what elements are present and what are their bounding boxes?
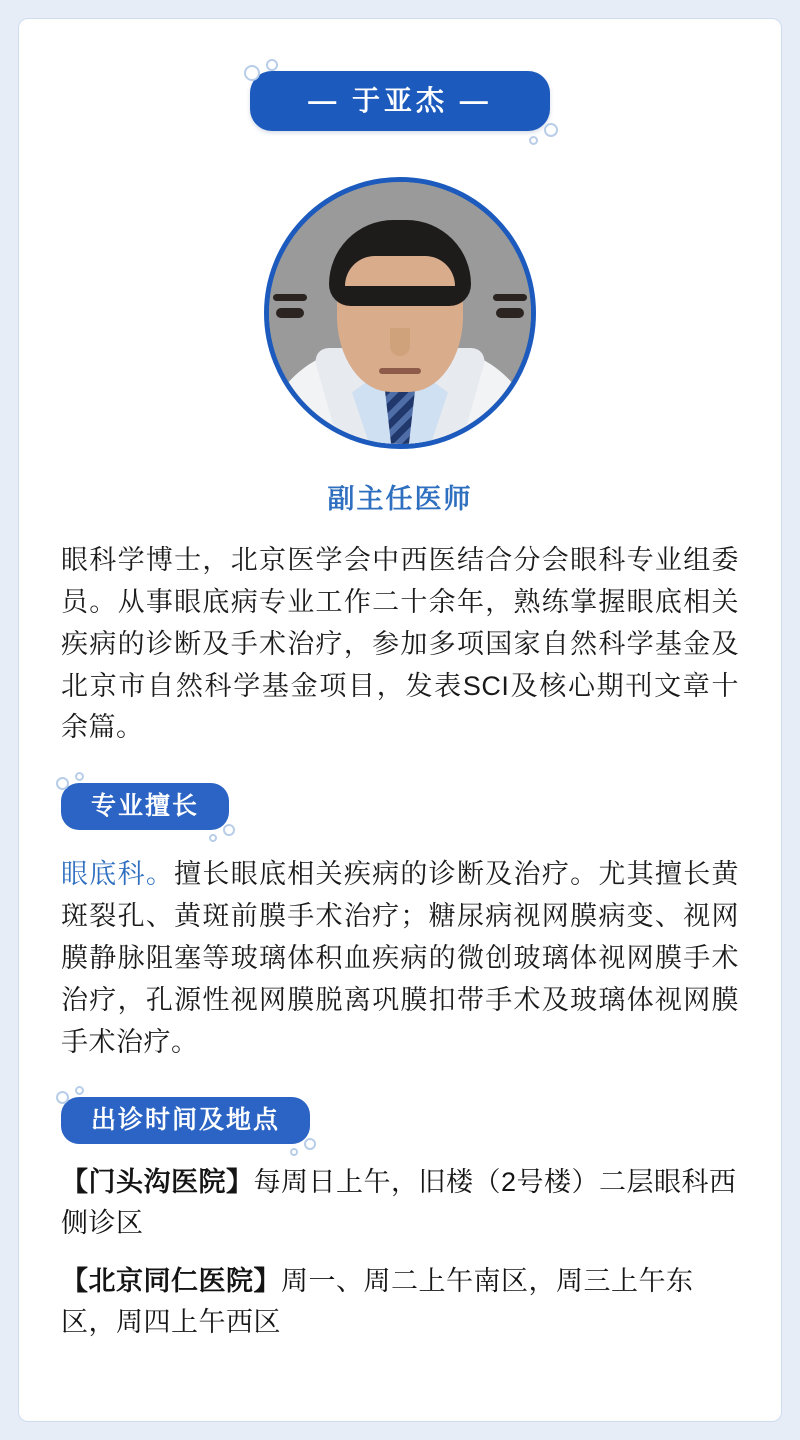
decorative-dot-icon — [223, 824, 235, 836]
portrait-nose — [390, 328, 410, 356]
section-header-schedule — [61, 1097, 310, 1144]
decorative-dot-icon — [266, 59, 278, 71]
decorative-dot-icon — [544, 123, 558, 137]
decorative-dot-icon — [290, 1148, 298, 1156]
schedule-entry — [61, 1261, 739, 1342]
decorative-dot-icon — [529, 136, 538, 145]
schedule-detail: 周一、周二上午南区，周三上午东区，周四上午西区 — [61, 1266, 694, 1337]
doctor-name: — 于亚杰 — — [308, 85, 492, 116]
portrait-mouth — [379, 368, 421, 374]
decorative-dot-icon — [304, 1138, 316, 1150]
decorative-dot-icon — [56, 777, 69, 790]
specialty-highlight: 眼底科。 — [61, 859, 175, 890]
schedule-place: 【门头沟医院】 — [61, 1167, 254, 1198]
portrait-brow-right — [273, 294, 307, 301]
portrait-eye-left — [496, 308, 524, 318]
decorative-dot-icon — [244, 65, 260, 81]
schedule-entry — [61, 1162, 739, 1243]
doctor-name-banner — [250, 71, 550, 131]
doctor-profile-card — [18, 18, 782, 1422]
specialty-text: 擅长眼底相关疾病的诊断及治疗。尤其擅长黄斑裂孔、黄斑前膜手术治疗；糖尿病视网膜病变、视网膜静脉阻塞等玻璃体积血疾病的微创玻璃体视网膜手术治疗，孔源性视网膜脱离巩膜扣带手术及玻璃体视网膜手术治疗。 — [61, 859, 740, 1057]
decorative-dot-icon — [75, 1086, 84, 1095]
name-banner-container — [61, 71, 739, 131]
decorative-dot-icon — [209, 834, 217, 842]
doctor-professional-title: 副主任医师 — [327, 484, 473, 514]
portrait-brow-left — [493, 294, 527, 301]
specialty-header-label: 专业擅长 — [91, 792, 200, 821]
schedule-detail: 每周日上午，旧楼（2号楼）二层眼科西侧诊区 — [61, 1167, 737, 1238]
doctor-bio: 眼科学博士，北京医学会中西医结合分会眼科专业组委员。从事眼底病专业工作二十余年，熟练掌握眼底相关疾病的诊断及手术治疗，参加多项国家自然科学基金及北京市自然科学基金项目，发表SCI及核心期刊文章十余篇。 — [61, 545, 739, 743]
doctor-portrait — [264, 177, 536, 449]
schedule-header-container — [61, 1097, 310, 1144]
decorative-dot-icon — [75, 772, 84, 781]
portrait-container — [61, 177, 739, 449]
portrait-hair — [329, 220, 471, 306]
specialty-header-container — [61, 783, 229, 830]
schedule-place: 【北京同仁医院】 — [61, 1266, 281, 1297]
portrait-eye-right — [276, 308, 304, 318]
portrait-photo — [269, 182, 531, 444]
schedule-header-label: 出诊时间及地点 — [91, 1106, 281, 1135]
specialty-body — [61, 854, 739, 1063]
section-header-specialty — [61, 783, 229, 830]
decorative-dot-icon — [56, 1091, 69, 1104]
